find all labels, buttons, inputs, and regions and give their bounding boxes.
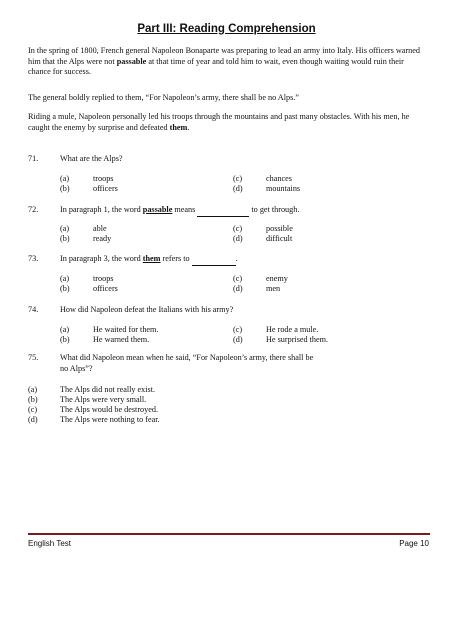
footer-page-number: Page 10 [399,539,429,548]
q73-text-end: . [235,254,238,263]
p1-bold-word: passable [116,56,147,66]
question-number: 72. [28,205,39,214]
option-label: (c) [233,325,243,334]
option-text: troops [93,174,114,183]
section-title: Part III: Reading Comprehension [137,23,316,35]
q75-text-line-2: no Alps”? [60,363,93,373]
question-text [60,254,430,266]
q75-text-line-1: What did Napoleon mean when he said, “For Napoleon’s army, there shall be [60,353,314,362]
option-text: enemy [266,274,288,283]
option-label: (b) [60,184,70,193]
question-text: What are the Alps? [60,154,123,163]
question-number: 73. [28,254,39,263]
option-label: (b) [60,284,70,293]
option-text: officers [93,184,118,193]
q72-text-end: to get through. [249,205,300,214]
q72-bold-word: passable [142,205,173,214]
question-number: 71. [28,154,39,163]
option-label: (d) [233,234,243,243]
passage-paragraph-1 [28,46,428,78]
question-text [60,205,430,217]
option-label: (a) [28,385,38,394]
option-label: (c) [28,405,38,414]
option-label: (d) [28,415,38,424]
footer-left: English Test [28,539,71,548]
option-text: The Alps were very small. [60,395,147,404]
question-text [60,353,430,374]
option-text: The Alps would be destroyed. [60,405,159,414]
option-text: chances [266,174,292,183]
option-label: (d) [233,335,243,344]
option-text: He rode a mule. [266,325,319,334]
p3-text-after: . [187,122,190,132]
option-label: (c) [233,224,243,233]
option-text: He surprised them. [266,335,329,344]
q73-bold-word: them [142,254,161,263]
answer-blank [197,205,249,217]
q73-text-after: refers to [160,254,192,263]
option-label: (b) [60,234,70,243]
p1-text-before: In the spring of 1800, French general Napoleon Bonaparte was preparing to lead an army into Italy. His officers warned him that the Alps were not [28,46,420,66]
option-text: difficult [266,234,293,243]
option-text: able [93,224,107,233]
option-label: (b) [28,395,38,404]
option-text: troops [93,274,114,283]
option-label: (d) [233,184,243,193]
answer-blank [192,254,236,266]
option-label: (a) [60,174,70,183]
option-label: (a) [60,274,70,283]
option-label: (a) [60,325,70,334]
option-label: (d) [233,284,243,293]
option-text: officers [93,284,118,293]
question-text: How did Napoleon defeat the Italians with his army? [60,305,234,314]
question-number: 75. [28,353,39,362]
question-number: 74. [28,305,39,314]
option-text: The Alps were nothing to fear. [60,415,160,424]
option-text: men [266,284,281,293]
option-label: (b) [60,335,70,344]
option-label: (a) [60,224,70,233]
option-text: He warned them. [93,335,150,344]
option-label: (c) [233,174,243,183]
p3-bold-word: them [169,122,188,132]
option-text: ready [93,234,112,243]
option-text: The Alps did not really exist. [60,385,156,394]
option-text: possible [266,224,293,233]
option-text: mountains [266,184,301,193]
option-text: He waited for them. [93,325,159,334]
p3-text-before: Riding a mule, Napoleon personally led his troops through the mountains and past many obstacles. With his men, he caught the enemy by surprise and defeated [28,112,410,132]
q72-text-before: In paragraph 1, the word [60,205,143,214]
q73-text-before: In paragraph 3, the word [60,254,143,263]
q72-text-after: means [172,205,198,214]
footer-rule [28,533,430,535]
passage-paragraph-2: The general boldly replied to them, “For Napoleon’s army, there shall be no Alps.” [28,93,299,102]
passage-paragraph-3 [28,112,428,133]
option-label: (c) [233,274,243,283]
p1-text-after: at that time of year and told him to wait, even though waiting would ruin their chance for success. [28,56,404,77]
